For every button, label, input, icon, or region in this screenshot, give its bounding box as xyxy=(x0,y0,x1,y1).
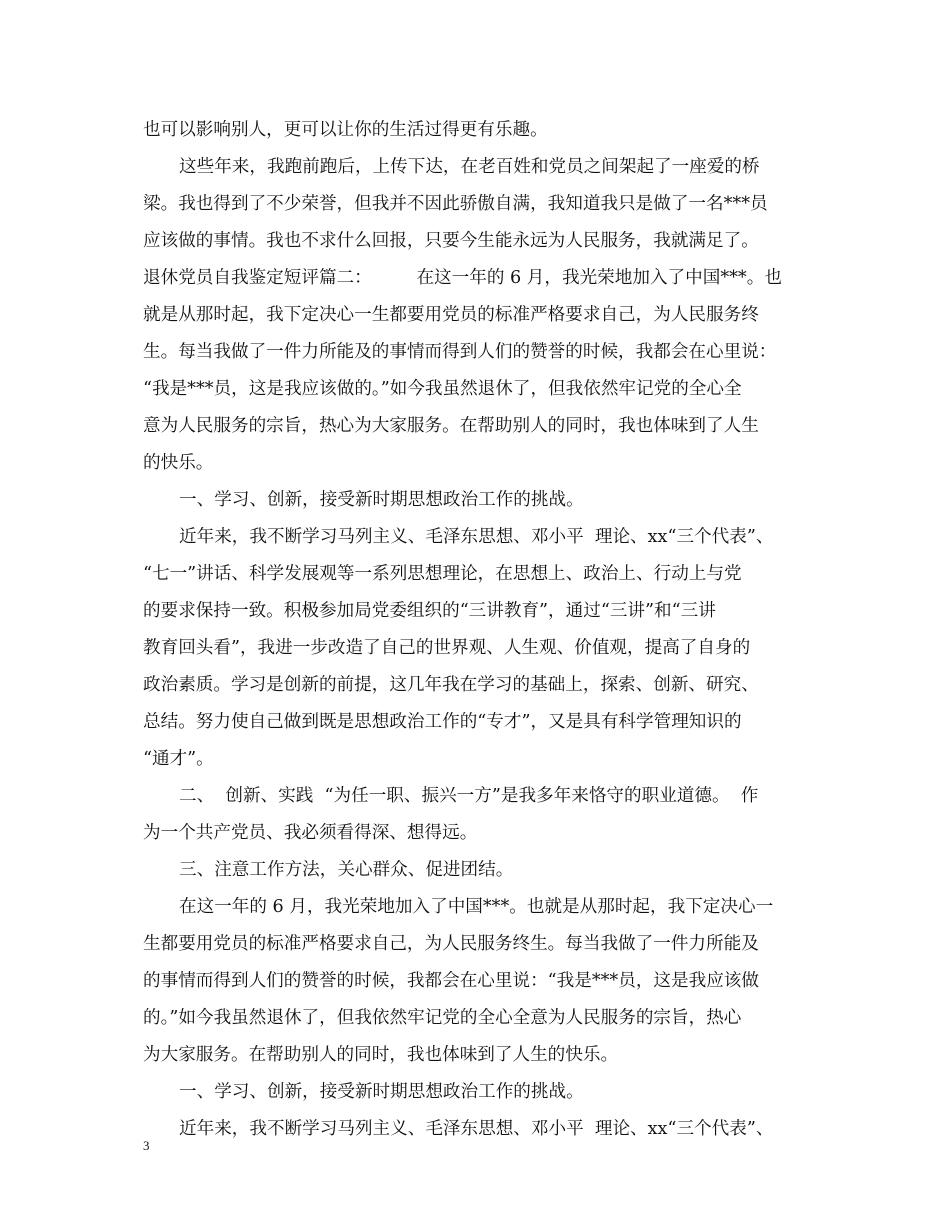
text-line: “我是***员，这是我应该做的。”如今我虽然退休了，但我依然牢记党的全心全 xyxy=(143,379,742,399)
text-line: 总结。努力使自己做到既是思想政治工作的“专才”，又是具有科学管理知识的 xyxy=(143,712,742,732)
section-heading: 一、学习、创新，接受新时期思想政治工作的挑战。 xyxy=(179,490,584,510)
text-line: 的快乐。 xyxy=(143,453,214,473)
text-line: 政治素质。学习是创新的前提，这几年我在学习的基础上，探索、创新、研究、 xyxy=(143,675,759,695)
page-number: 3 xyxy=(143,1138,150,1153)
text-line: 退休党员自我鉴定短评篇二： 在这一年的 6 月，我光荣地加入了中国***。也 xyxy=(143,268,782,288)
text-line: 近年来，我不断学习马列主义、毛泽东思想、邓小平 理论、xx“三个代表”、 xyxy=(179,1119,774,1139)
text-line: “通才”。 xyxy=(143,749,214,769)
text-line: 这些年来，我跑前跑后，上传下达，在老百姓和党员之间架起了一座爱的桥 xyxy=(179,157,760,177)
text-line: 就是从那时起，我下定决心一生都要用党员的标准严格要求自己，为人民服务终 xyxy=(143,305,759,325)
text-line: 生都要用党员的标准严格要求自己，为人民服务终生。每当我做了一件力所能及 xyxy=(143,934,759,954)
text-line: 为一个共产党员、我必须看得深、想得远。 xyxy=(143,823,478,843)
text-line: 应该做的事情。我也不求什么回报，只要今生能永远为人民服务，我就满足了。 xyxy=(143,231,759,251)
text-line: 生。每当我做了一件力所能及的事情而得到人们的赞誉的时候，我都会在心里说： xyxy=(143,342,777,362)
section-heading: 二、 创新、实践 “为任一职、振兴一方”是我多年来恪守的职业道德。 作 xyxy=(179,786,759,806)
text-line: 梁。我也得到了不少荣誉，但我并不因此骄傲自满，我知道我只是做了一名***员 xyxy=(143,194,768,214)
text-line: 意为人民服务的宗旨，热心为大家服务。在帮助别人的同时，我也体味到了人生 xyxy=(143,416,759,436)
text-line: 的要求保持一致。积极参加局党委组织的“三讲教育”，通过“三讲”和“三讲 xyxy=(143,601,716,621)
text-line: 在这一年的 6 月，我光荣地加入了中国***。也就是从那时起，我下定决心一 xyxy=(179,897,774,917)
text-line: 的事情而得到人们的赞誉的时候，我都会在心里说：“我是***员，这是我应该做 xyxy=(143,971,759,991)
text-line: “七一”讲话、科学发展观等一系列思想理论，在思想上、政治上、行动上与党 xyxy=(143,564,742,584)
text-line: 教育回头看”，我进一步改造了自己的世界观、人生观、价值观，提高了自身的 xyxy=(143,638,751,658)
text-line: 为大家服务。在帮助别人的同时，我也体味到了人生的快乐。 xyxy=(143,1045,619,1065)
text-line: 也可以影响别人，更可以让你的生活过得更有乐趣。 xyxy=(143,120,548,140)
text-line: 的。”如今我虽然退休了，但我依然牢记党的全心全意为人民服务的宗旨，热心 xyxy=(143,1008,742,1028)
section-heading: 三、注意工作方法，关心群众、促进团结。 xyxy=(179,860,514,880)
document-body xyxy=(143,112,808,1148)
text-line: 近年来，我不断学习马列主义、毛泽东思想、邓小平 理论、xx“三个代表”、 xyxy=(179,527,774,547)
section-heading: 一、学习、创新，接受新时期思想政治工作的挑战。 xyxy=(179,1082,584,1102)
